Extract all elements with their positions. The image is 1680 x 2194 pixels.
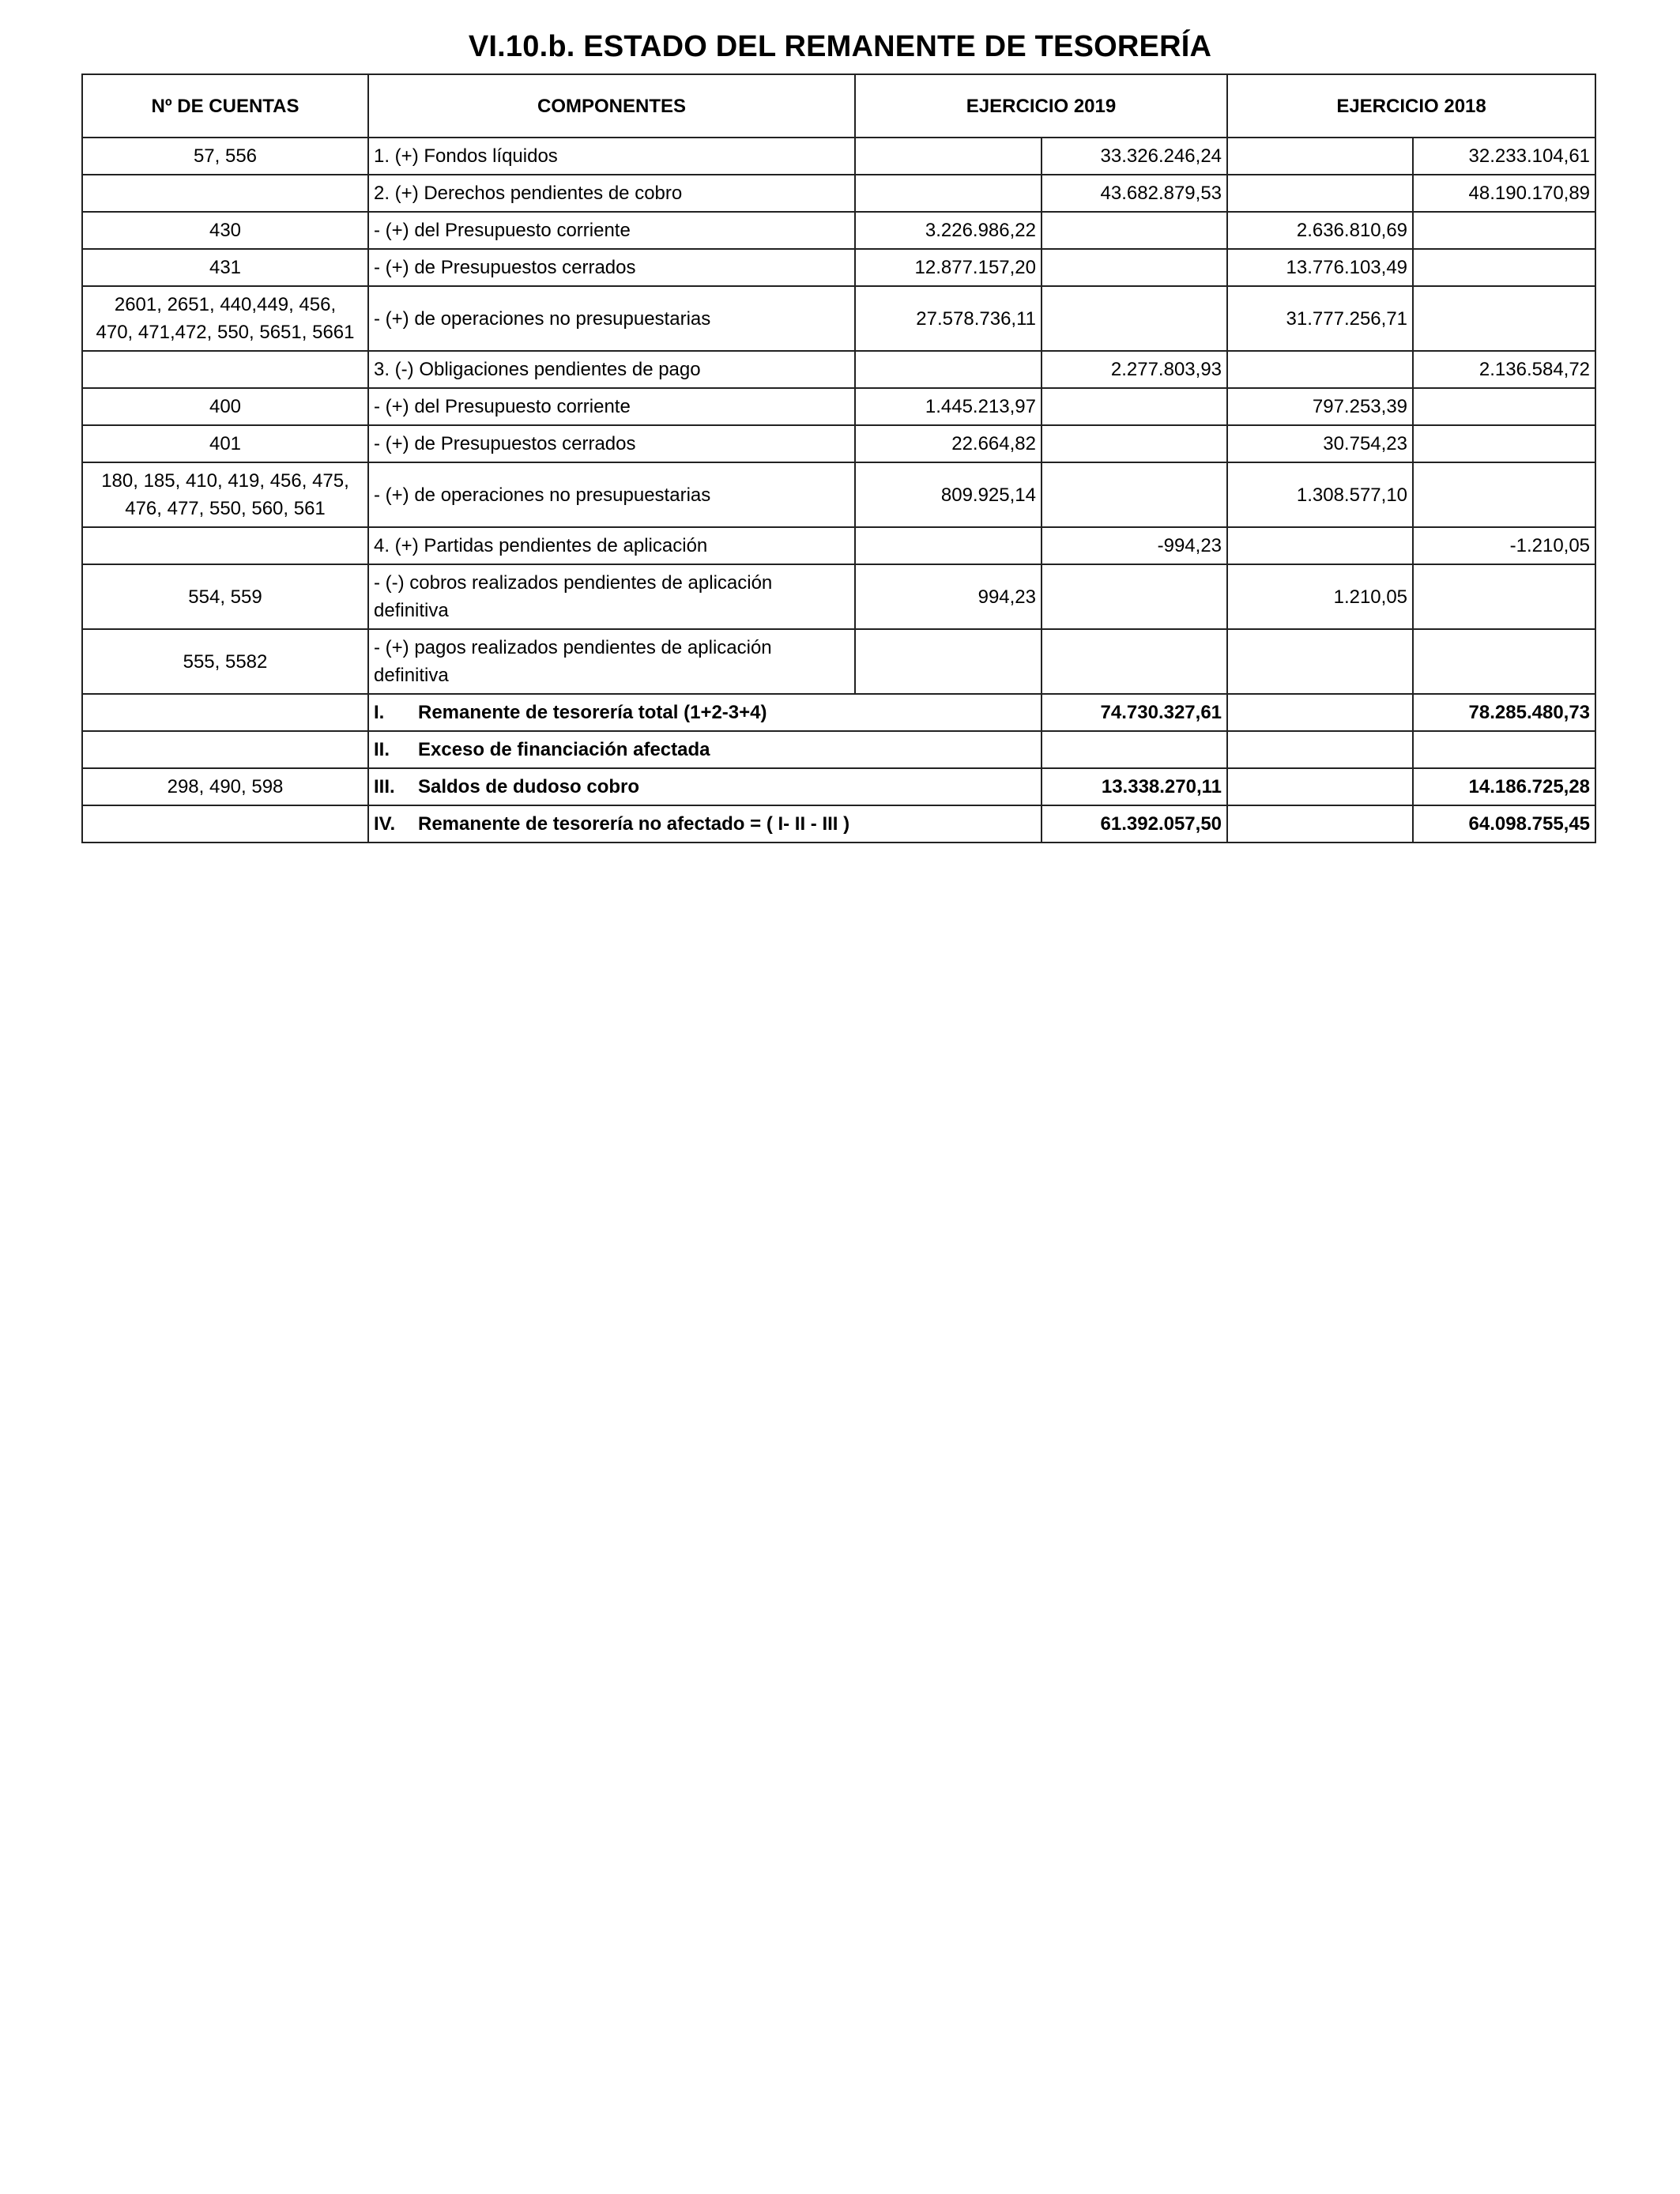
y2018-partial-cell: 30.754,23 bbox=[1227, 425, 1413, 462]
header-components: COMPONENTES bbox=[368, 74, 855, 138]
y2018-partial-cell bbox=[1227, 527, 1413, 564]
y2019-total-cell: 33.326.246,24 bbox=[1042, 138, 1227, 175]
component-cell: - (+) de operaciones no presupuestarias bbox=[368, 462, 855, 527]
component-cell: 3. (-) Obligaciones pendientes de pago bbox=[368, 351, 855, 388]
accounts-line: 180, 185, 410, 419, 456, 475, bbox=[101, 470, 349, 492]
accounts-line: 476, 477, 550, 560, 561 bbox=[125, 498, 326, 519]
y2018-partial-cell: 31.777.256,71 bbox=[1227, 286, 1413, 351]
y2018-partial-cell: 1.308.577,10 bbox=[1227, 462, 1413, 527]
y2019-total-cell bbox=[1042, 731, 1227, 768]
y2018-total-cell bbox=[1413, 462, 1595, 527]
component-cell bbox=[368, 629, 855, 694]
accounts-cell: 430 bbox=[82, 212, 368, 249]
table-row bbox=[82, 351, 1595, 388]
accounts-cell bbox=[82, 805, 368, 843]
y2019-partial-cell: 809.925,14 bbox=[855, 462, 1042, 527]
accounts-cell: 554, 559 bbox=[82, 564, 368, 629]
page-title: VI.10.b. ESTADO DEL REMANENTE DE TESORERÍA bbox=[468, 30, 1212, 63]
summary-row bbox=[82, 768, 1595, 805]
accounts-cell: 431 bbox=[82, 249, 368, 286]
summary-numeral: II. bbox=[374, 739, 390, 760]
summary-row bbox=[82, 694, 1595, 731]
y2018-partial-cell: 797.253,39 bbox=[1227, 388, 1413, 425]
summary-label-cell bbox=[368, 805, 1042, 843]
accounts-cell: 400 bbox=[82, 388, 368, 425]
header-year-2018: EJERCICIO 2018 bbox=[1227, 74, 1595, 138]
table-row bbox=[82, 249, 1595, 286]
y2018-total-cell bbox=[1413, 388, 1595, 425]
table-row bbox=[82, 388, 1595, 425]
accounts-cell: 555, 5582 bbox=[82, 629, 368, 694]
component-cell: 4. (+) Partidas pendientes de aplicación bbox=[368, 527, 855, 564]
y2019-partial-cell bbox=[855, 629, 1042, 694]
y2018-partial-cell bbox=[1227, 768, 1413, 805]
summary-label-cell bbox=[368, 694, 1042, 731]
y2018-total-cell: 32.233.104,61 bbox=[1413, 138, 1595, 175]
y2018-partial-cell: 1.210,05 bbox=[1227, 564, 1413, 629]
component-cell: - (+) de Presupuestos cerrados bbox=[368, 425, 855, 462]
summary-label-cell bbox=[368, 731, 1042, 768]
y2019-total-cell bbox=[1042, 249, 1227, 286]
y2018-total-cell: 64.098.755,45 bbox=[1413, 805, 1595, 843]
component-line: definitiva bbox=[374, 665, 449, 686]
y2018-total-cell: 14.186.725,28 bbox=[1413, 768, 1595, 805]
y2018-partial-cell bbox=[1227, 138, 1413, 175]
y2019-total-cell: 43.682.879,53 bbox=[1042, 175, 1227, 212]
y2019-total-cell bbox=[1042, 629, 1227, 694]
accounts-cell bbox=[82, 175, 368, 212]
y2019-partial-cell: 27.578.736,11 bbox=[855, 286, 1042, 351]
accounts-cell bbox=[82, 351, 368, 388]
table-row bbox=[82, 425, 1595, 462]
accounts-cell bbox=[82, 462, 368, 527]
summary-numeral: IV. bbox=[374, 813, 396, 835]
summary-label: Remanente de tesorería total (1+2-3+4) bbox=[418, 702, 767, 723]
summary-label-cell bbox=[368, 768, 1042, 805]
y2019-total-cell bbox=[1042, 388, 1227, 425]
y2018-partial-cell: 13.776.103,49 bbox=[1227, 249, 1413, 286]
accounts-cell bbox=[82, 286, 368, 351]
y2018-total-cell: 2.136.584,72 bbox=[1413, 351, 1595, 388]
component-line: - (-) cobros realizados pendientes de aplicación bbox=[374, 572, 773, 594]
y2018-partial-cell bbox=[1227, 175, 1413, 212]
component-line: - (+) pagos realizados pendientes de aplicación bbox=[374, 637, 772, 658]
y2019-total-cell: -994,23 bbox=[1042, 527, 1227, 564]
y2018-total-cell bbox=[1413, 564, 1595, 629]
y2019-partial-cell bbox=[855, 175, 1042, 212]
y2018-total-cell bbox=[1413, 212, 1595, 249]
accounts-cell bbox=[82, 527, 368, 564]
summary-row bbox=[82, 731, 1595, 768]
header-accounts: Nº DE CUENTAS bbox=[82, 74, 368, 138]
component-cell: - (+) de operaciones no presupuestarias bbox=[368, 286, 855, 351]
summary-label: Saldos de dudoso cobro bbox=[418, 776, 640, 797]
header-year-2019: EJERCICIO 2019 bbox=[855, 74, 1227, 138]
accounts-line: 470, 471,472, 550, 5651, 5661 bbox=[96, 322, 355, 343]
y2018-partial-cell bbox=[1227, 694, 1413, 731]
y2019-total-cell: 74.730.327,61 bbox=[1042, 694, 1227, 731]
accounts-cell bbox=[82, 694, 368, 731]
treasury-remainder-table bbox=[81, 74, 1596, 843]
y2019-total-cell bbox=[1042, 462, 1227, 527]
y2019-partial-cell bbox=[855, 351, 1042, 388]
y2018-total-cell: -1.210,05 bbox=[1413, 527, 1595, 564]
y2019-total-cell: 61.392.057,50 bbox=[1042, 805, 1227, 843]
y2018-total-cell bbox=[1413, 286, 1595, 351]
accounts-cell bbox=[82, 731, 368, 768]
y2018-partial-cell bbox=[1227, 629, 1413, 694]
component-cell: 2. (+) Derechos pendientes de cobro bbox=[368, 175, 855, 212]
y2019-partial-cell: 22.664,82 bbox=[855, 425, 1042, 462]
y2018-total-cell: 78.285.480,73 bbox=[1413, 694, 1595, 731]
component-cell bbox=[368, 564, 855, 629]
y2019-partial-cell: 1.445.213,97 bbox=[855, 388, 1042, 425]
y2019-partial-cell bbox=[855, 527, 1042, 564]
component-cell: - (+) del Presupuesto corriente bbox=[368, 388, 855, 425]
y2019-partial-cell bbox=[855, 138, 1042, 175]
y2018-total-cell bbox=[1413, 425, 1595, 462]
table-row bbox=[82, 175, 1595, 212]
y2019-total-cell: 13.338.270,11 bbox=[1042, 768, 1227, 805]
summary-label: Remanente de tesorería no afectado = ( I- II - III ) bbox=[418, 813, 850, 835]
component-line: definitiva bbox=[374, 600, 449, 621]
y2018-partial-cell bbox=[1227, 351, 1413, 388]
y2019-total-cell bbox=[1042, 425, 1227, 462]
y2019-partial-cell: 3.226.986,22 bbox=[855, 212, 1042, 249]
table-row bbox=[82, 629, 1595, 694]
summary-numeral: III. bbox=[374, 776, 395, 797]
header-row bbox=[82, 74, 1595, 138]
summary-row bbox=[82, 805, 1595, 843]
y2019-total-cell bbox=[1042, 286, 1227, 351]
component-cell: 1. (+) Fondos líquidos bbox=[368, 138, 855, 175]
component-cell: - (+) de Presupuestos cerrados bbox=[368, 249, 855, 286]
accounts-cell: 57, 556 bbox=[82, 138, 368, 175]
y2018-total-cell bbox=[1413, 629, 1595, 694]
y2018-total-cell bbox=[1413, 249, 1595, 286]
y2019-partial-cell: 994,23 bbox=[855, 564, 1042, 629]
table-row bbox=[82, 462, 1595, 527]
y2018-partial-cell bbox=[1227, 805, 1413, 843]
y2018-partial-cell bbox=[1227, 731, 1413, 768]
accounts-cell: 298, 490, 598 bbox=[82, 768, 368, 805]
y2019-total-cell bbox=[1042, 564, 1227, 629]
y2018-total-cell: 48.190.170,89 bbox=[1413, 175, 1595, 212]
table-row bbox=[82, 564, 1595, 629]
accounts-line: 2601, 2651, 440,449, 456, bbox=[114, 294, 337, 315]
summary-label: Exceso de financiación afectada bbox=[418, 739, 710, 760]
y2019-total-cell: 2.277.803,93 bbox=[1042, 351, 1227, 388]
table-row bbox=[82, 138, 1595, 175]
table-row bbox=[82, 527, 1595, 564]
table-row bbox=[82, 212, 1595, 249]
y2018-total-cell bbox=[1413, 731, 1595, 768]
y2019-total-cell bbox=[1042, 212, 1227, 249]
accounts-cell: 401 bbox=[82, 425, 368, 462]
y2019-partial-cell: 12.877.157,20 bbox=[855, 249, 1042, 286]
summary-numeral: I. bbox=[374, 702, 385, 723]
table-row bbox=[82, 286, 1595, 351]
y2018-partial-cell: 2.636.810,69 bbox=[1227, 212, 1413, 249]
component-cell: - (+) del Presupuesto corriente bbox=[368, 212, 855, 249]
